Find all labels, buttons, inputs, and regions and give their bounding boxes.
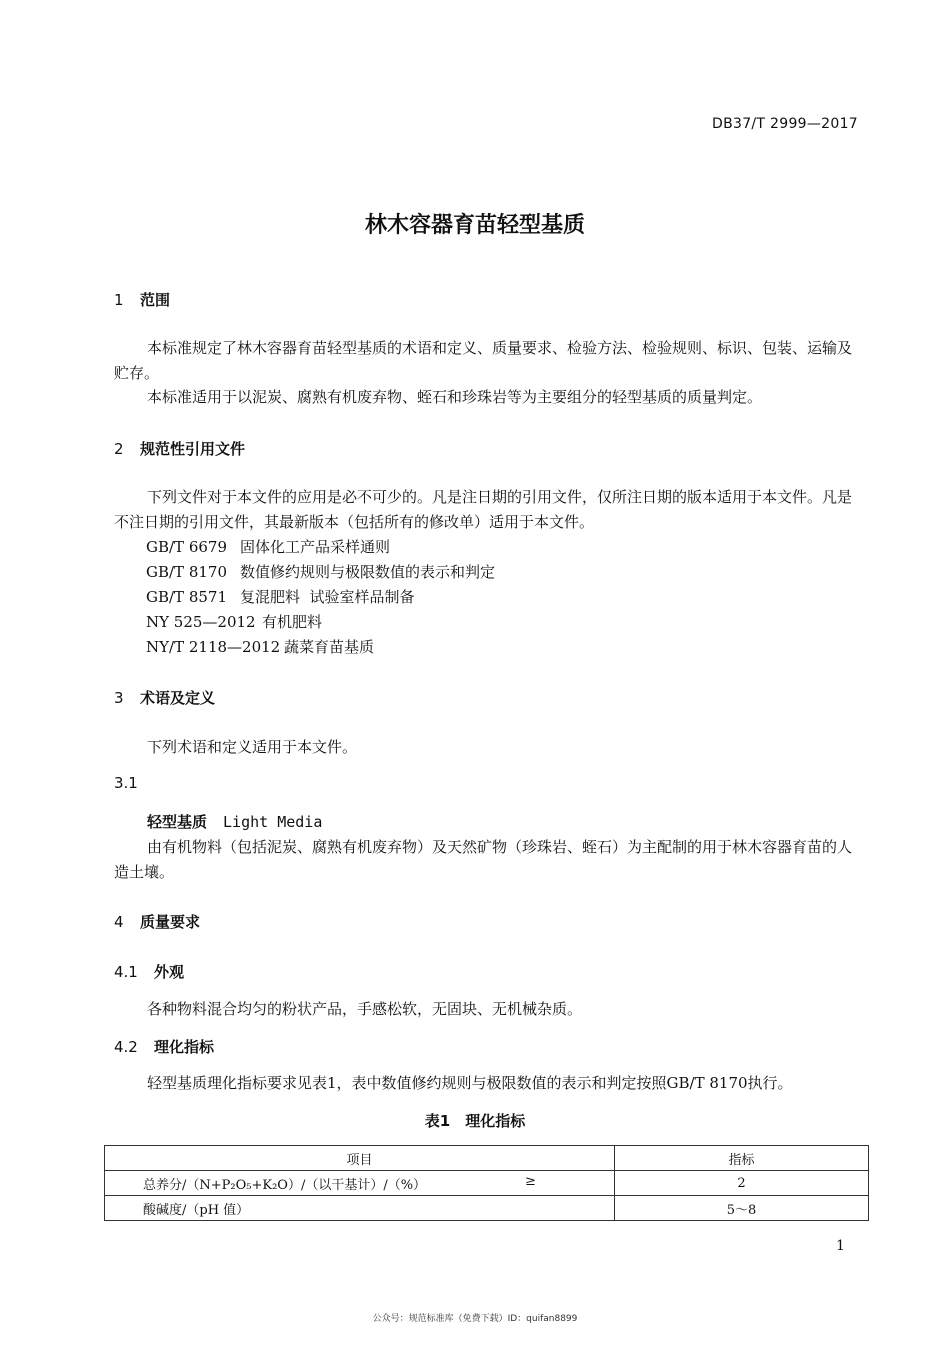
table-header-row	[105, 1146, 869, 1171]
section-number: 4	[114, 913, 124, 931]
section-number: 1	[114, 291, 124, 309]
section-title: 质量要求	[140, 913, 201, 931]
section-title: 范围	[140, 291, 171, 309]
subsection-4-2-heading	[114, 1036, 214, 1057]
paragraph: 下列术语和定义适用于本文件。	[147, 738, 358, 756]
table-row	[105, 1171, 869, 1196]
subsection-number: 4.2	[114, 1038, 138, 1056]
footer-watermark: 公众号：规范标准库（免费下载）ID：quifan8899	[372, 1314, 578, 1324]
reference-code: GB/T 8170	[146, 563, 228, 581]
section-3-heading	[114, 687, 215, 708]
reference-item	[146, 636, 374, 657]
item-text: 总养分/（N+P₂O₅+K₂O）/（以干基计）/（%）	[143, 1177, 427, 1193]
term-definition: 由有机物料（包括泥炭、腐熟有机废弃物）及天然矿物（珍珠岩、蛭石）为主配制的用于林木容器育苗的人造土壤。	[114, 838, 853, 881]
paragraph: 本标准规定了林木容器育苗轻型基质的术语和定义、质量要求、检验方法、检验规则、标识、包装、运输及贮存。	[114, 339, 853, 382]
comparison-operator: ≥	[525, 1174, 536, 1189]
subsection-title: 外观	[154, 963, 185, 981]
subsection-number: 3.1	[114, 774, 138, 792]
table-row	[105, 1196, 869, 1221]
table-cell-value: 5～8	[615, 1196, 869, 1221]
reference-name: 复混肥料 试验室样品制备	[240, 588, 415, 606]
paragraph: 本标准适用于以泥炭、腐熟有机废弃物、蛭石和珍珠岩等为主要组分的轻型基质的质量判定。	[147, 388, 763, 406]
paragraph: 各种物料混合均匀的粉状产品，手感松软，无固块、无机械杂质。	[147, 1000, 583, 1018]
item-text: 酸碱度/（pH 值）	[143, 1202, 250, 1218]
properties-table	[104, 1145, 869, 1221]
document-title: 林木容器育苗轻型基质	[364, 213, 585, 238]
section-4-heading	[114, 911, 200, 932]
section-2-heading	[114, 438, 245, 459]
reference-item	[146, 586, 415, 607]
subsection-4-1-heading	[114, 961, 184, 982]
term-heading	[147, 811, 322, 832]
page-number: 1	[836, 1238, 845, 1254]
table-cell-item	[105, 1196, 615, 1221]
reference-name: 固体化工产品采样通则	[240, 538, 391, 556]
reference-code: NY 525—2012	[146, 613, 256, 631]
header-value: 指标	[615, 1146, 869, 1171]
paragraph: 轻型基质理化指标要求见表1，表中数值修约规则与极限数值的表示和判定按照GB/T 8170执行。	[147, 1074, 793, 1092]
reference-code: NY/T 2118—2012	[146, 638, 281, 656]
subsection-title: 理化指标	[154, 1038, 215, 1056]
reference-name: 数值修约规则与极限数值的表示和判定	[240, 563, 496, 581]
table-cell-value: 2	[615, 1171, 869, 1196]
table-cell-item	[105, 1171, 615, 1196]
document-code: DB37/T 2999—2017	[712, 116, 858, 132]
section-number: 3	[114, 689, 124, 707]
section-title: 术语及定义	[140, 689, 216, 707]
section-1-heading	[114, 289, 170, 310]
reference-item	[146, 561, 495, 582]
section-title: 规范性引用文件	[140, 440, 246, 458]
reference-item	[146, 611, 322, 632]
table-caption: 表1 理化指标	[424, 1112, 526, 1130]
header-item: 项目	[105, 1146, 615, 1171]
reference-code: GB/T 8571	[146, 588, 228, 606]
reference-code: GB/T 6679	[146, 538, 228, 556]
section-number: 2	[114, 440, 124, 458]
term-chinese: 轻型基质	[147, 813, 208, 831]
reference-item	[146, 536, 390, 557]
subsection-number: 4.1	[114, 963, 138, 981]
paragraph: 下列文件对于本文件的应用是必不可少的。凡是注日期的引用文件，仅所注日期的版本适用于本文件。凡是不注日期的引用文件，其最新版本（包括所有的修改单）适用于本文件。	[114, 488, 853, 531]
reference-name: 有机肥料	[262, 613, 323, 631]
term-english: Light Media	[223, 813, 323, 831]
reference-name: 蔬菜育苗基质	[284, 638, 375, 656]
